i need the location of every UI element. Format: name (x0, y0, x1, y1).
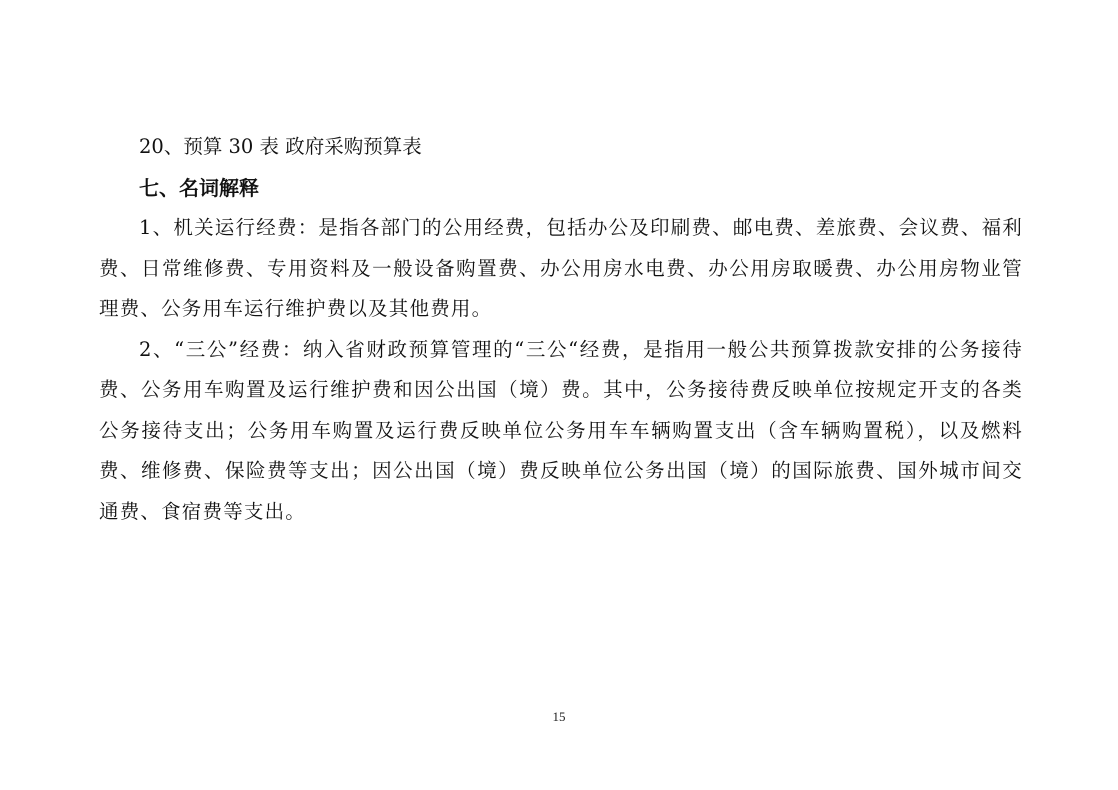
page-number: 15 (552, 709, 566, 724)
document-body (99, 127, 1023, 532)
budget-table-list-item: 20、预算 30 表 政府采购预算表 (139, 135, 422, 158)
definition-paragraph-2: 2、“三公”经费：纳入省财政预算管理的“三公“经费，是指用一般公共预算拨款安排的公务接待费、公务用车购置及运行维护费和因公出国（境）费。其中，公务接待费反映单位按规定开支的各类公务接待支出；公务用车购置及运行费反映单位公务用车车辆购置支出（含车辆购置税），以及燃料费、维修费、保险费等支出；因公出国（境）费反映单位公务出国（境）的国际旅费、国外城市间交通费、食宿费等支出。 (99, 337, 1023, 523)
definition-paragraph-1: 1、机关运行经费：是指各部门的公用经费，包括办公及印刷费、邮电费、差旅费、会议费、福利费、日常维修费、专用资料及一般设备购置费、办公用房水电费、办公用房取暖费、办公用房物业管理费、公务用车运行维护费以及其他费用。 (99, 216, 1023, 320)
section-heading: 七、名词解释 (139, 175, 259, 200)
